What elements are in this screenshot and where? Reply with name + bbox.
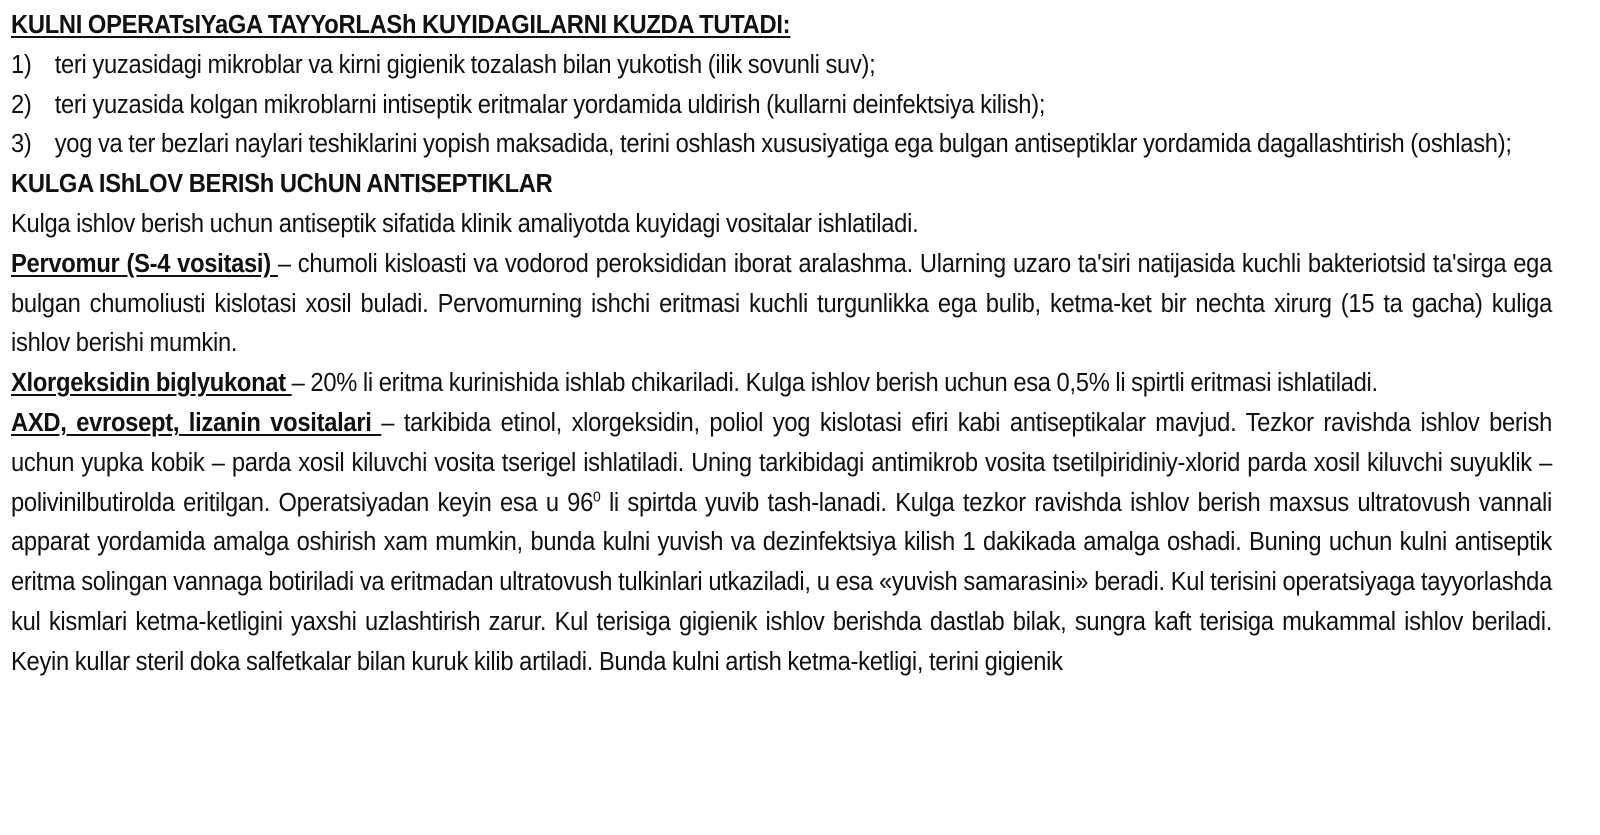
list-item-number: 1) — [11, 50, 32, 79]
antiseptics-heading: KULGA IShLOV BERISh UChUN ANTISEPTIKLAR — [11, 170, 553, 199]
axd-paragraph — [11, 404, 1552, 683]
intro-paragraph: Kulga ishlov berish uchun antiseptik sifatida klinik amaliyotda kuyidagi vositalar ishlatiladi. — [11, 209, 919, 238]
pervomur-text: – chumoli kisloasti va vodorod peroksididan iborat aralashma. Ularning uzaro ta'siri natijasida kuchli bakteriotsid ta'sirga ega bulgan chumoliusti kislotasi xosil buladi. Pervomurning ishchi eritmasi kuchli turgunlikka ega bulib, ketma-ket bir nechta xirurg (15 ta gacha) kuliga ishlov berishi mumkin. — [11, 249, 1553, 358]
list-item-text: teri yuzasidagi mikroblar va kirni gigienik tozalash bilan yukotish (ilik sovunli suv); — [54, 50, 876, 79]
list-item — [11, 46, 1552, 86]
document-page — [11, 6, 1553, 683]
main-heading: KULNI OPERATsIYaGA TAYYoRLASh KUYIDAGILARNI KUZDA TUTADI: — [11, 11, 791, 39]
list-item-number: 2) — [11, 90, 32, 119]
list-item — [11, 86, 1552, 126]
pervomur-term: Pervomur (S-4 vositasi) — [11, 249, 278, 278]
xlorgeksidin-paragraph — [11, 364, 1552, 404]
degree-superscript: 0 — [593, 488, 601, 506]
list-item-text: teri yuzasida kolgan mikroblarni intiseptik eritmalar yordamida uldirish (kullarni deinfektsiya kilish); — [54, 90, 1046, 119]
axd-text-after-degree: li spirtda yuvib tash-lanadi. Kulga tezkor ravishda ishlov berish maxsus ultratovush vannali apparat yordamida amalga oshirish xam mumkin, bunda kulni yuvish va dezinfektsiya kilish 1 dakikada amalga oshadi. Buning uchun kulni antiseptik eritma solingan vannaga botiriladi va eritmadan ultratovush tulkinlari utkaziladi, u esa «yuvish samarasini» beradi. Kul terisini operatsiyaga tayyorlashda kul kismlari ketma-ketligini yaxshi uzlashtirish zarur. Kul terisiga gigienik ishlov berishda dastlab bilak, sungra kaft terisiga mukammal ishlov beriladi. Keyin kullar steril doka salfetkalar bilan kuruk kilib artiladi. Bunda kulni artish ketma-ketligi, terini gigienik — [11, 488, 1553, 676]
list-item-text: yog va ter bezlari naylari teshiklarini yopish maksadida, terini oshlash xususiyatiga ega bulgan antiseptiklar yordamida dagallashtirish (oshlash); — [54, 130, 1512, 159]
list-item — [11, 125, 1552, 165]
xlorgeksidin-term: Xlorgeksidin biglyukonat — [11, 369, 292, 398]
xlorgeksidin-text: – 20% li eritma kurinishida ishlab chikariladi. Kulga ishlov berish uchun esa 0,5% li spirtli eritmasi ishlatiladi. — [291, 369, 1378, 398]
pervomur-paragraph — [11, 245, 1552, 364]
axd-term: AXD, evrosept, lizanin vositalari — [11, 408, 382, 437]
document-body — [11, 6, 1552, 683]
preparation-steps-list — [11, 46, 1552, 165]
list-item-number: 3) — [11, 130, 32, 159]
axd-text-before-degree: – tarkibida etinol, xlorgeksidin, poliol yog kislotasi efiri kabi antiseptikalar mavjud. Tezkor ravishda ishlov berish uchun yupka kobik – parda xosil kiluvchi vosita tserigel ishlatiladi. Uning tarkibidagi antimikrob vosita tsetilpiridiniy-xlorid parda xosil kiluvchi suyuklik – polivinilbutirolda eritilgan. Operatsiyadan keyin esa u 96 — [11, 408, 1553, 517]
